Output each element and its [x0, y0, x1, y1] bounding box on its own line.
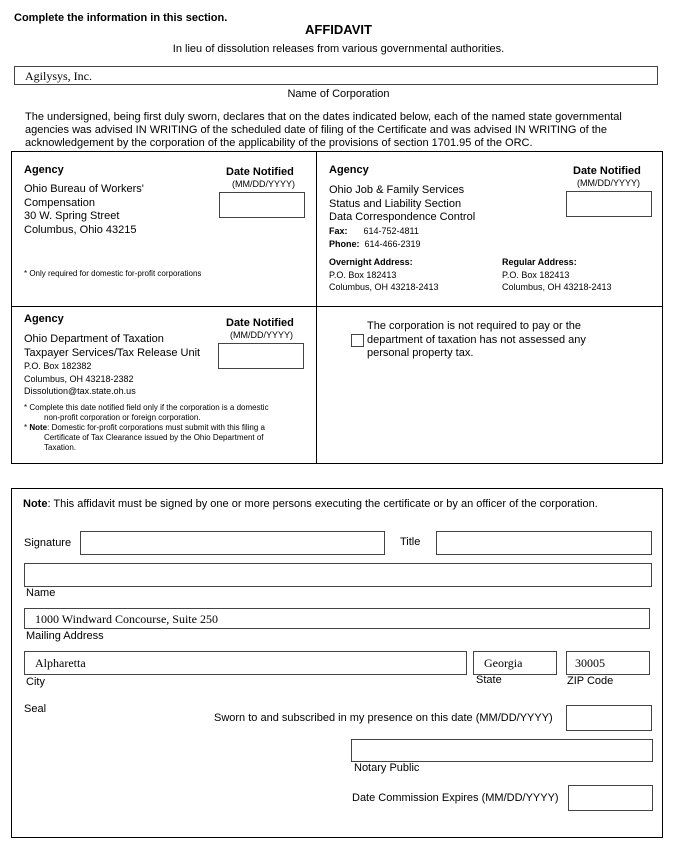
agency-heading-bwc: Agency: [24, 164, 64, 176]
tax-email-link[interactable]: Dissolution@tax.state.oh.us: [24, 386, 136, 396]
phone-jfs: Phone: 614-466-2319: [329, 239, 421, 249]
state-field[interactable]: Georgia: [473, 651, 557, 675]
section-instruction: Complete the information in this section.: [14, 12, 228, 24]
agency-address-tax: P.O. Box 182382 Columbus, OH 43218-2382 Dissolution@tax.state.oh.us: [24, 361, 136, 396]
signature-note: Note: This affidavit must be signed by one or more persons executing the certificate or by an officer of the corporation.: [23, 498, 598, 510]
title-field[interactable]: [436, 531, 652, 555]
regular-address-jfs: Regular Address: P.O. Box 182413 Columbus, OH 43218-2413: [502, 257, 612, 292]
zip-label: ZIP Code: [567, 675, 614, 687]
agency-heading-jfs: Agency: [329, 164, 369, 176]
agency-name-tax: Ohio Department of Taxation Taxpayer Services/Tax Release Unit: [24, 333, 201, 359]
signature-label: Signature: [24, 537, 72, 549]
date-notified-field-tax[interactable]: [218, 343, 304, 369]
mailing-address-field[interactable]: 1000 Windward Concourse, Suite 250: [24, 608, 650, 629]
city-field[interactable]: Alpharetta: [24, 651, 467, 675]
name-label: Name: [26, 587, 56, 599]
sworn-date-label: Sworn to and subscribed in my presence on this date (MM/DD/YYYY): [214, 712, 553, 724]
seal-label: Seal: [24, 703, 47, 715]
zip-field[interactable]: 30005: [566, 651, 650, 675]
footnotes-tax: * Complete this date notified field only if the corporation is a domestic non-profit corporation or foreign corporation. * Note: Domestic for-profit corporations must submit with this filing a Certificate of Tax Clearance issued by the Ohio Department of Taxation.: [24, 403, 269, 452]
signature-field[interactable]: [80, 531, 385, 555]
fax-jfs: Fax: 614-752-4811: [329, 226, 419, 236]
agency-address-jfs: Ohio Job & Family Services Status and Liability Section Data Correspondence Control: [329, 184, 476, 223]
date-notified-label-jfs: Date Notified: [573, 165, 641, 177]
date-format-bwc: (MM/DD/YYYY): [232, 179, 295, 189]
commission-expires-label: Date Commission Expires (MM/DD/YYYY): [352, 792, 559, 804]
title-label: Title: [400, 536, 421, 548]
grid-vertical-divider: [316, 151, 317, 464]
footnote-bwc: * Only required for domestic for-profit corporations: [24, 269, 202, 278]
commission-expires-field[interactable]: [568, 785, 653, 811]
agency-address-bwc: Ohio Bureau of Workers' Compensation 30 W. Spring Street Columbus, Ohio 43215: [24, 183, 144, 236]
sworn-date-field[interactable]: [566, 705, 652, 731]
notary-public-label: Notary Public: [354, 762, 420, 774]
property-tax-checkbox-label: The corporation is not required to pay or the department of taxation has not assessed any personal property tax.: [367, 320, 586, 359]
state-label: State: [476, 674, 502, 686]
agency-heading-tax: Agency: [24, 313, 64, 325]
name-field[interactable]: [24, 563, 652, 587]
date-notified-field-jfs[interactable]: [566, 191, 652, 217]
page-subtitle: In lieu of dissolution releases from various governmental authorities.: [172, 43, 505, 55]
corporation-name-field[interactable]: Agilysys, Inc.: [14, 66, 658, 85]
mailing-address-label: Mailing Address: [26, 630, 104, 642]
declaration-text: The undersigned, being first duly sworn, declares that on the dates indicated below, each of the named state governmental agencies was advised IN WRITING of the scheduled date of filing of the Certificate and was advised IN WRITING of the acknowledgement by the corporation of the applicability of the provisions of section 1701.95 of the ORC.: [25, 111, 622, 149]
date-format-jfs: (MM/DD/YYYY): [577, 178, 640, 188]
overnight-address-jfs: Overnight Address: P.O. Box 182413 Columbus, OH 43218-2413: [329, 257, 439, 292]
city-label: City: [26, 676, 45, 688]
page-title: AFFIDAVIT: [305, 22, 372, 37]
property-tax-checkbox[interactable]: [351, 334, 364, 347]
date-notified-label-bwc: Date Notified: [226, 166, 294, 178]
date-notified-field-bwc[interactable]: [219, 192, 305, 218]
date-format-tax: (MM/DD/YYYY): [230, 330, 293, 340]
grid-horizontal-divider: [11, 306, 663, 307]
notary-public-field[interactable]: [351, 739, 653, 762]
corporation-name-label: Name of Corporation: [287, 88, 390, 100]
date-notified-label-tax: Date Notified: [226, 317, 294, 329]
